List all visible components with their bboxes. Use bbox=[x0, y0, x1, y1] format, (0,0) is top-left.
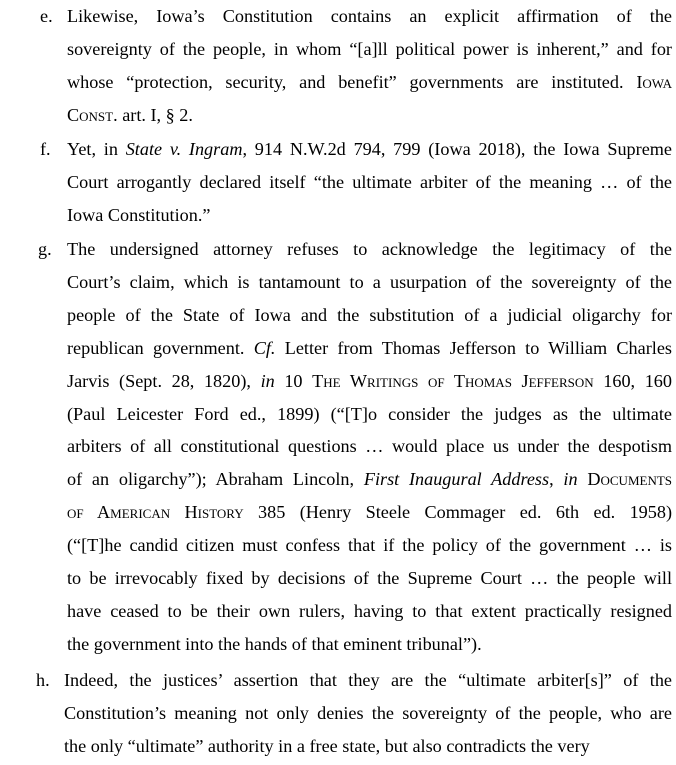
text-run: Jarvis (Sept. 28, 1820), bbox=[67, 370, 261, 391]
text-run: 385 (Henry Steele Commager ed. 6th ed. 1958) bbox=[243, 502, 673, 523]
text-run: have ceased to be their own rulers, having to that extent practically resigned bbox=[67, 600, 672, 621]
text-run: Indeed, the justices’ assertion that they are the “ultimate arbiter[s]” of the bbox=[64, 670, 672, 690]
text-line bbox=[67, 496, 672, 529]
text-line bbox=[67, 233, 672, 266]
text-line bbox=[67, 430, 672, 463]
text-run: 160, 160 bbox=[593, 370, 672, 391]
text-line bbox=[64, 730, 672, 763]
text-run: Likewise, Iowa’s Constitution contains an explicit affirmation of the bbox=[67, 6, 672, 26]
text-line bbox=[67, 332, 672, 365]
text-line bbox=[67, 99, 672, 132]
text-line bbox=[67, 529, 672, 562]
text-line bbox=[67, 266, 672, 299]
paragraph-text bbox=[67, 133, 672, 232]
small-caps-citation: Documents bbox=[587, 469, 673, 490]
text-line bbox=[67, 0, 672, 33]
text-run: (“[T]he candid citizen must confess that if the policy of the government … is bbox=[67, 535, 672, 556]
list-marker: h. bbox=[36, 670, 50, 690]
text-line bbox=[64, 664, 672, 697]
text-line bbox=[67, 562, 672, 595]
text-line bbox=[67, 199, 672, 232]
list-marker: e. bbox=[40, 6, 53, 26]
text-line bbox=[67, 628, 672, 661]
small-caps-citation: The Writings of Thomas Jefferson bbox=[312, 370, 594, 391]
text-run: The undersigned attorney refuses to acknowledge the legitimacy of the bbox=[67, 239, 672, 259]
text-line bbox=[67, 299, 672, 332]
text-run: Letter from Thomas Jefferson to William Charles bbox=[275, 337, 672, 358]
text-line bbox=[67, 66, 672, 99]
paragraph-text bbox=[64, 664, 672, 763]
text-run: , bbox=[549, 469, 564, 490]
text-run: republican government. bbox=[67, 337, 254, 358]
text-run: sovereignty of the people, in whom “[a]ll political power is inherent,” and for bbox=[67, 38, 672, 59]
text-run: 10 bbox=[274, 370, 313, 391]
text-run: arbiters of all constitutional questions … would place us under the despotism bbox=[67, 436, 672, 457]
text-line bbox=[67, 595, 672, 628]
text-run: the only “ultimate” authority in a free state, but also contradicts the very bbox=[64, 735, 590, 756]
text-run: of an oligarchy”); Abraham Lincoln, bbox=[67, 469, 364, 490]
text-run: Yet, in bbox=[67, 139, 126, 159]
italic-citation: State v. Ingram bbox=[125, 139, 243, 159]
list-marker: f. bbox=[40, 139, 51, 159]
text-run: Court’s claim, which is tantamount to a usurpation of the sovereignty of the bbox=[67, 271, 672, 292]
text-line bbox=[67, 398, 672, 431]
text-line bbox=[67, 463, 672, 496]
text-run: to be irrevocably fixed by decisions of the Supreme Court … the people will bbox=[67, 568, 672, 589]
text-run: people of the State of Iowa and the substitution of a judicial oligarchy for bbox=[67, 304, 672, 325]
text-run: whose “protection, security, and benefit” governments are instituted. bbox=[67, 71, 637, 92]
paragraph-text bbox=[67, 233, 672, 661]
text-run: art. I, § 2. bbox=[117, 104, 193, 125]
italic-citation: Cf. bbox=[253, 337, 276, 358]
text-line bbox=[64, 697, 672, 730]
italic-citation: in bbox=[563, 469, 578, 490]
text-run bbox=[578, 469, 588, 489]
text-run: Court arrogantly declared itself “the ultimate arbiter of the meaning … of the bbox=[67, 171, 672, 192]
list-marker: g. bbox=[38, 239, 52, 259]
text-run: Iowa Constitution.” bbox=[67, 204, 211, 225]
text-run: , 914 N.W.2d 794, 799 (Iowa 2018), the Iowa Supreme bbox=[242, 139, 673, 159]
text-line bbox=[67, 365, 672, 398]
small-caps-citation: Iowa bbox=[636, 71, 672, 92]
text-line bbox=[67, 133, 672, 166]
paragraph-text bbox=[67, 0, 672, 132]
small-caps-citation: Const. bbox=[67, 104, 118, 125]
text-run: Constitution’s meaning not only denies the sovereignty of the people, who are bbox=[64, 702, 672, 723]
text-line bbox=[67, 33, 672, 66]
text-line bbox=[67, 166, 672, 199]
text-run: the government into the hands of that eminent tribunal”). bbox=[67, 633, 482, 654]
italic-citation: in bbox=[260, 370, 275, 391]
text-run: (Paul Leicester Ford ed., 1899) (“[T]o consider the judges as the ultimate bbox=[67, 403, 672, 424]
italic-citation: First Inaugural Address bbox=[363, 469, 550, 490]
small-caps-citation: of American History bbox=[67, 502, 244, 523]
